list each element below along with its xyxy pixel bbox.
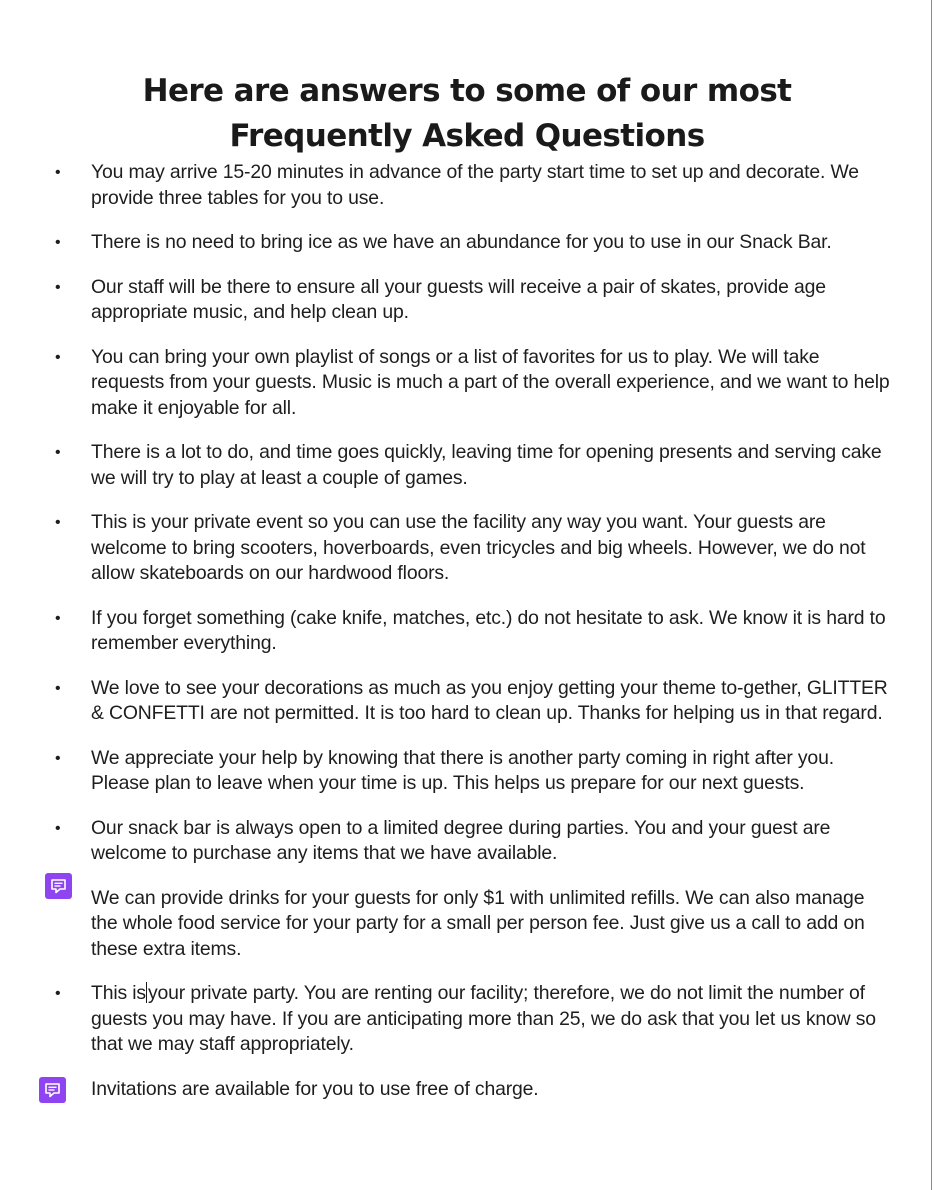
faq-list (0, 160, 934, 1121)
bullet: • (55, 444, 61, 461)
bullet: • (55, 278, 61, 296)
faq-item[interactable] (0, 746, 891, 797)
faq-text-before-cursor: This is (91, 982, 146, 1004)
faq-text: We love to see your decorations as much as you enjoy getting your theme to-gether, GLITTER & CONFETTI are not permitted. It is too hard to clean up. Thanks for helping us in that regard. (91, 676, 888, 724)
bullet: • (55, 609, 61, 627)
comment-glyph (39, 1077, 66, 1103)
faq-item[interactable] (0, 676, 891, 727)
faq-text: Invitations are available for you to use free of charge. (91, 1077, 539, 1100)
faq-text: If you forget something (cake knife, matches, etc.) do not hesitate to ask. We know it is hard to remember everything. (91, 606, 886, 654)
bullet: • (55, 985, 61, 1002)
faq-text: There is a lot to do, and time goes quickly, leaving time for opening presents and serving cake we will try to play at least a couple of games. (91, 441, 882, 489)
page-title (0, 69, 934, 159)
faq-text: We appreciate your help by knowing that there is another party coming in right after you. Please plan to leave when your time is up. This helps us prepare for our next guests. (91, 746, 834, 794)
bullet: • (55, 819, 61, 837)
faq-text: You may arrive 15-20 minutes in advance of the party start time to set up and decorate. We provide three tables for you to use. (91, 161, 859, 209)
title-line-2: Frequently Asked Questions (229, 117, 705, 154)
bullet: • (55, 679, 61, 697)
faq-item[interactable] (0, 275, 891, 326)
faq-item[interactable] (0, 160, 891, 211)
faq-item[interactable] (0, 440, 891, 491)
faq-text: Our snack bar is always open to a limited degree during parties. You and your guest are welcome to purchase any items that we have available. (91, 816, 831, 864)
faq-item[interactable] (0, 345, 891, 422)
comment-icon[interactable] (39, 1077, 66, 1103)
faq-item[interactable] (0, 981, 891, 1058)
faq-text: You can bring your own playlist of songs or a list of favorites for us to play. We will take requests from your guests. Music is much a part of the overall experience, and we want to help make it enjoyable for all. (91, 345, 890, 419)
faq-item[interactable] (0, 510, 891, 587)
title-line-1: Here are answers to some of our most (142, 72, 792, 109)
faq-text: This is your private event so you can use the facility any way you want. Your guests are welcome to bring scooters, hoverboards, even tricycles and big wheels. However, we do not allow skateboards on our hardwood floors. (91, 511, 866, 584)
bullet: • (55, 348, 61, 366)
faq-text: There is no need to bring ice as we have an abundance for you to use in our Snack Bar. (91, 231, 832, 253)
faq-text: We can provide drinks for your guests for only $1 with unlimited refills. We can also manage the whole food service for your party for a small per person fee. Just give us a call to add on these extra items. (91, 886, 865, 960)
text-cursor (146, 982, 147, 1003)
bullet: • (55, 234, 61, 251)
comment-glyph (45, 873, 72, 899)
faq-item[interactable] (0, 886, 891, 963)
faq-text: Our staff will be there to ensure all your guests will receive a pair of skates, provide age appropriate music, and help clean up. (91, 275, 826, 323)
faq-item[interactable] (0, 816, 891, 867)
faq-text-after-cursor: your private party. You are renting our facility; therefore, we do not limit the number of guests you may have. If you are anticipating more than 25, we do ask that you let us know so that we may staff appropriately. (91, 982, 876, 1055)
bullet: • (55, 514, 61, 531)
faq-item[interactable] (0, 230, 891, 256)
faq-item[interactable] (0, 606, 891, 657)
comment-icon[interactable] (45, 873, 72, 899)
faq-item[interactable] (0, 1077, 891, 1103)
bullet: • (55, 749, 61, 767)
bullet: • (55, 164, 61, 181)
